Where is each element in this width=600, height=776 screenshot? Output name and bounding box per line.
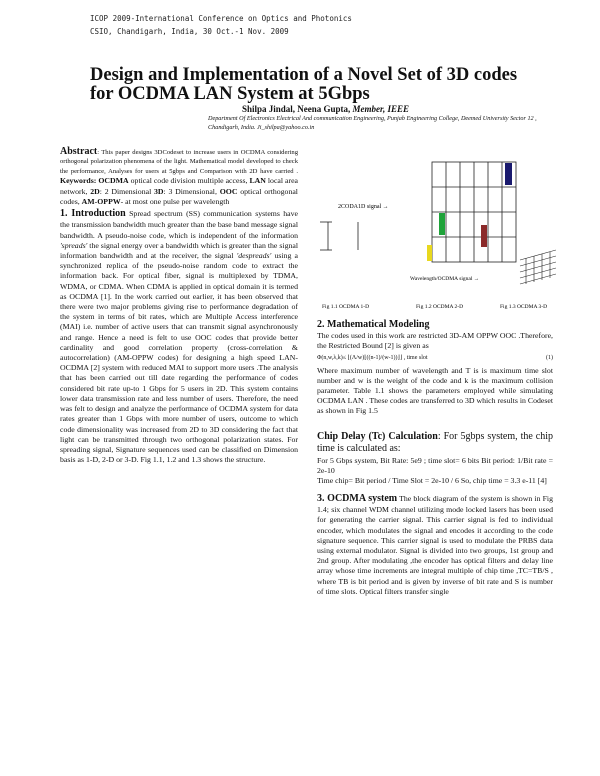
kw-am-oppw: AM-OPPW [81,197,121,207]
intro-despreads: 'despreads' [236,251,272,261]
chip-blue [505,163,512,185]
chip-line-2: Time chip= Bit period / Time Slot = 2e-10 / 6 So, chip time = 3.3 e-11 [4] [317,476,547,486]
ocdma-system-section [317,492,553,597]
intro-text-a: Spread spectrum (SS) communication systems have the transmission bandwidth much greater than the base band message signal bandwidth. A pseudo-noise code, which is independent of the information [60,209,298,240]
header-line-1: ICOP 2009-International Conference on Optics and Photonics [90,14,352,23]
abstract-label: Abstract [60,146,98,157]
conference-header [90,12,352,38]
kw-3d: 3D [154,186,164,196]
kw-text-6: - at most one pulse per wavelength [120,197,230,207]
author-role: Member, IEEE [352,104,410,114]
ocdma-2d-grid [432,162,516,262]
chip-delay-intro: : For 5gbps system, the chip time is calculated as: [317,430,553,455]
math-heading: 2. Mathematical Modeling [317,319,430,330]
chip-delay-section [317,431,553,456]
abstract [60,147,298,207]
ocdma-system-heading: 3. OCDMA system [317,493,398,505]
math-paragraph-2: Where maximum number of wavelength and T is is maximum time slot number and w is the weight of the code and k is the maximum collision parameter. Table 1.1 shows the parameters employed while simulating OCDMA LAN . These codes are transferred to 3D which results in Codeset as shown in Fig 1.5 [317,365,553,416]
caption-fig-1-3: Fig 1.3 OCDMA 3-D [500,304,548,310]
ocdma-system-text: The block diagram of the system is shown in Fig 1.4; six channel WDM channel utilizing mode locked lasers has been used for generating the carrier signal. This carrier signal is fed to individual encoder, which modulates the signal and encodes it according to the code signature sequence. This carrier signal is used to modulate the PRBS data using external modulator. Signal is divided into two groups, 1st group and 2nd group. After modulating ,the encoder has optical filters and delay line array whose time increments are integral multiple of chip time ,TC=TB/S , where TB is bit period and is given by inverse of bit rate and S is number of time slots. Optical filters transfer single [317,494,554,596]
math-paragraph-1: The codes used in this work are restricted 3D-AM OPPW OOC .Therefore, the Restricted Bound [2] is given as [317,331,553,351]
paper-title: Design and Implementation of a Novel Set of 3D codes for OCDMA LAN System at 5Gbps [90,65,518,104]
intro-text-c: using a synchronized replica of the pseudo-noise random code to extract the information back. For optical fiber, signal is multiplexed by TDMA, WDMA, or CDMA. When CDMA is applied in optical domain it is termed as OCDMA [1]. In the work carried out earlier, it has been observed that there were two major problems giving rise to performance degradation of the system in terms of bit rates, which are Multiple Access interference (MAI) i.e. number of active users that can transmit signal asynchronously and range. Hence a need is felt to use OOC codes that provide better cardinality and good correlation property (cross-correlation & autocorrelation) (AM-OPPW codes) for designing a high speed LAN-OCDMA [2] system with reduced MAI to support more users .The analysis that has been carried out till date regarding the performance of codes considered bit rate up-to 1 Gbps for 5 users in 2D. This system contains lower data transmission rate and less number of users. Therefore, the need was felt to design and analyze the performance of OCDMA system for data rates greater than 1 Gbps with more number of users, outcome to which code dimensionality was increased from 2D to 3D considering the fact that light can be transmitted through two orthogonal polarization states. For spreading signal, Signature sequences used can be classified on Dimension basis as 1-D, 2-D or 3-D. Fig 1.1, 1.2 and 1.3 shows the structure. [60,251,298,465]
kw-text-4: : 3 Dimensional, [163,186,220,196]
caption-fig-1-1: Fig 1.1 OCDMA 1-D [322,304,370,310]
restricted-bound-formula [317,353,553,363]
authors [242,104,409,114]
chip-delay-heading: Chip Delay (Tc) Calculation [317,430,438,442]
kw-lan: LAN [249,176,266,186]
affiliation: Department Of Electronics Electrical And communication Engineering, Punjab Engineering College, Deemed University Sector 12 , Chandigarh, India. Ji_shilpa@yahoo.co.in [208,115,537,131]
chip-red [481,225,487,247]
kw-text-2: local area network, [60,176,298,196]
formula: Φ(n,w,λ,k)≤ ⌊(Λ/w)⌊((n-1)/(w-1))⌋⌋ , time slot [317,355,428,362]
chip-yellow [427,245,432,261]
caption-fig-1-2: Fig 1.2 OCDMA 2-D [416,304,464,310]
chip-line-1: For 5 Gbps system, Bit Rate: 5e9 ; time slot= 6 bits Bit period: 1/Bit rate = 2e-10 [317,455,553,475]
intro-heading: 1. Introduction [60,208,126,220]
kw-text-1: optical code division multiple access, [128,176,250,186]
kw-2d: 2D [90,186,100,196]
intro-spreads: 'spreads' [60,240,88,250]
right-column [317,318,553,597]
chip-green [439,213,445,235]
keywords-label: Keywords: OCDMA [60,176,129,186]
introduction [60,207,298,465]
keywords [60,176,298,206]
kw-ooc: OOC [219,186,238,196]
intro-text-b: the signal energy over a bandwidth which is greater than the signal information bandwidth and at the receiver, the signal [60,240,298,261]
ocdma-3d-diagram [520,250,556,284]
ocdma-structure-figure [320,150,556,312]
kw-text-5: optical orthogonal codes, [60,186,298,207]
label-wavelength: Wavelength/OCDMA signal → [410,276,480,282]
abstract-text: : This paper designs 3DCodeset to increase users in OCDMA considering orthogonal polarization phenomena of the light. Mathematical model developed to check the performance, Analyses for users at 5gbps and Comparison with 2D have carried . [60,149,298,175]
label-2d-signal: 2CODA1D signal → [338,204,389,210]
ocdma-1d-diagram [320,222,358,250]
header-line-2: CSIO, Chandigarh, India, 30 Oct.-1 Nov. 2009 [90,27,289,36]
equation-number: (1) [546,355,553,362]
kw-text-3: : 2 Dimensional [99,186,154,196]
author-names: Shilpa Jindal, Neena Gupta, [242,104,353,114]
left-column [60,147,298,465]
